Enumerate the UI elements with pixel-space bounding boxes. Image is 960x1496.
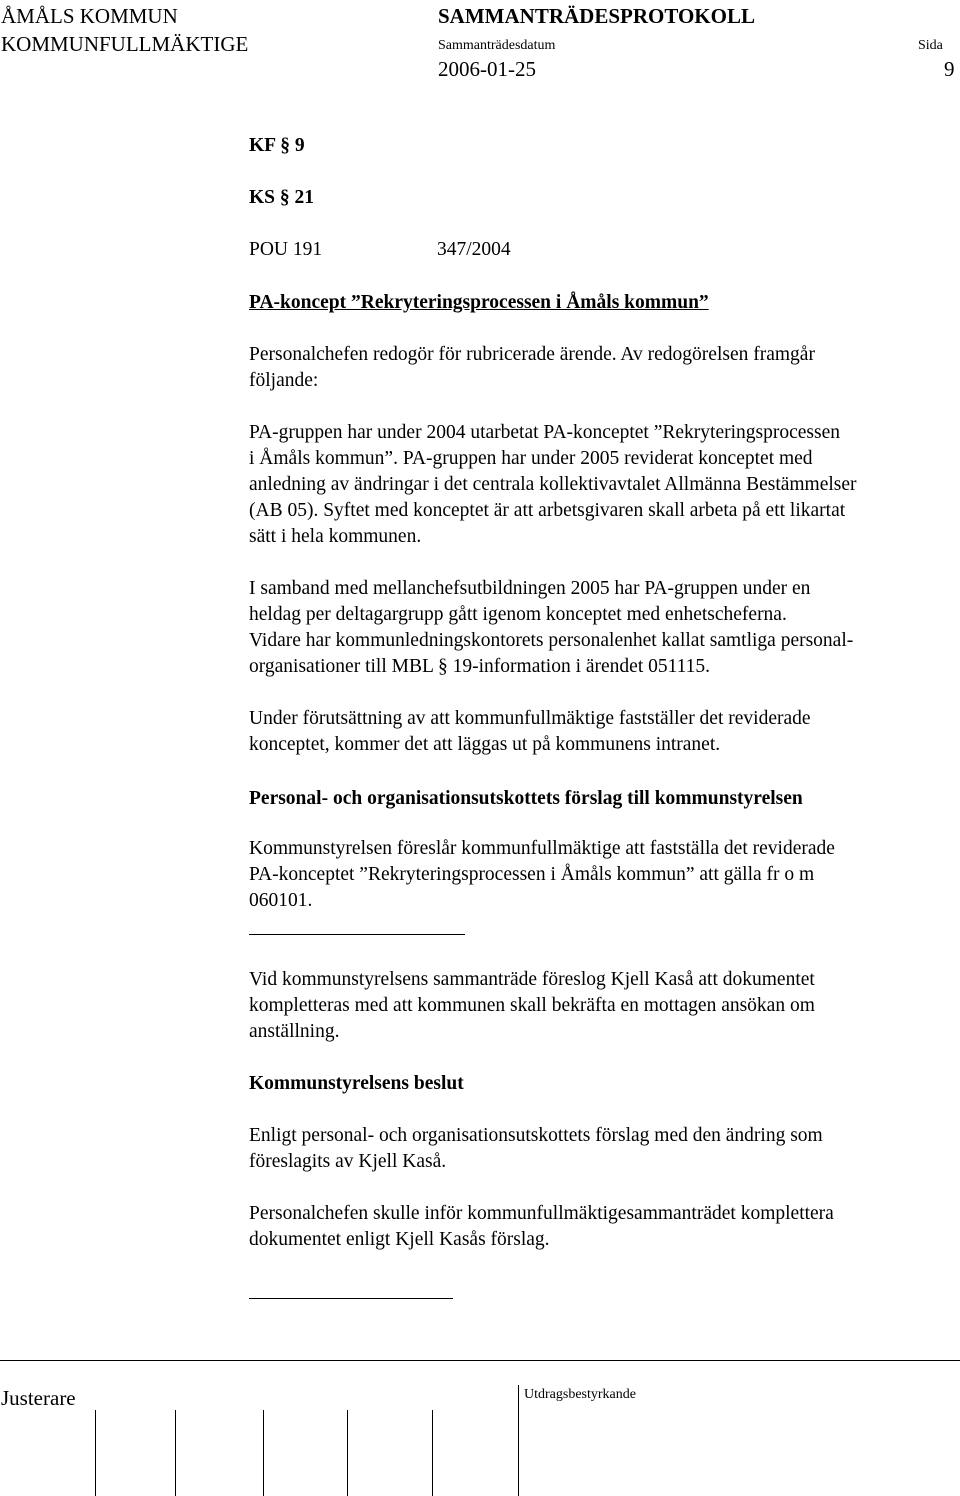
- section-heading-decision: Kommunstyrelsens beslut: [249, 1073, 464, 1094]
- paragraph-intranet: [249, 706, 949, 758]
- signature-box-divider: [95, 1410, 96, 1496]
- text-line: anledning av ändringar i det centrala kollektivavtalet Allmänna Bestämmelser: [249, 474, 857, 495]
- text-line: dokumentet enligt Kjell Kasås förslag.: [249, 1229, 550, 1250]
- text-line: Kommunstyrelsen föreslår kommunfullmäktige att fastställa det reviderade: [249, 838, 835, 859]
- utdrag-label: Utdragsbestyrkande: [524, 1387, 636, 1402]
- paragraph-training: [249, 576, 949, 680]
- text-line: I samband med mellanchefsutbildningen 2005 har PA-gruppen under en: [249, 578, 811, 599]
- text-line: Enligt personal- och organisationsutskottets förslag med den ändring som: [249, 1125, 823, 1146]
- text-line: konceptet, kommer det att läggas ut på kommunens intranet.: [249, 734, 721, 755]
- date-value: 2006-01-25: [438, 57, 536, 81]
- text-line: anställning.: [249, 1021, 340, 1042]
- ks-ref: KS § 21: [249, 187, 315, 208]
- page-number: 9: [944, 57, 955, 81]
- date-label: Sammanträdesdatum: [438, 38, 556, 53]
- org-name: ÅMÅLS KOMMUN: [1, 4, 178, 28]
- separator-line: [249, 1298, 453, 1299]
- text-line: PA-gruppen har under 2004 utarbetat PA-konceptet ”Rekryteringsprocessen: [249, 422, 840, 443]
- footer-rule: [0, 1360, 960, 1361]
- pou-ref: POU 191: [249, 239, 323, 260]
- text-line: PA-konceptet ”Rekryteringsprocessen i Åmåls kommun” att gälla fr o m: [249, 864, 815, 885]
- text-line: Personalchefen skulle inför kommunfullmäktigesammanträdet komplettera: [249, 1203, 834, 1224]
- paragraph-followup: [249, 1201, 949, 1253]
- signature-box-divider: [347, 1410, 348, 1496]
- text-line: Vidare har kommunledningskontorets personalenhet kallat samtliga personal-: [249, 630, 854, 651]
- text-line: kompletteras med att kommunen skall bekräfta en mottagen ansökan om: [249, 995, 815, 1016]
- paragraph-proposal: [249, 836, 949, 914]
- separator-line: [249, 934, 465, 935]
- page-label: Sida: [918, 38, 943, 53]
- item-title: PA-koncept ”Rekryteringsprocessen i Åmåls kommun”: [249, 292, 709, 313]
- text-line: organisationer till MBL § 19-information i ärendet 051115.: [249, 656, 711, 677]
- text-line: följande:: [249, 370, 319, 391]
- text-line: heldag per deltagargrupp gått igenom konceptet med enhetscheferna.: [249, 604, 787, 625]
- text-line: Personalchefen redogör för rubricerade ärende. Av redogörelsen framgår: [249, 344, 815, 365]
- text-line: Vid kommunstyrelsens sammanträde föreslog Kjell Kaså att dokumentet: [249, 969, 815, 990]
- justerare-label: Justerare: [1, 1386, 76, 1410]
- doc-type: SAMMANTRÄDESPROTOKOLL: [438, 4, 755, 28]
- signature-box-divider: [263, 1410, 264, 1496]
- dnr-ref: 347/2004: [437, 239, 511, 260]
- text-line: (AB 05). Syftet med konceptet är att arbetsgivaren skall arbeta på ett likartat: [249, 500, 846, 521]
- signature-box-divider: [518, 1385, 519, 1496]
- section-heading-proposal: Personal- och organisationsutskottets förslag till kommunstyrelsen: [249, 788, 803, 809]
- signature-box-divider: [432, 1410, 433, 1496]
- paragraph-intro: [249, 342, 949, 394]
- paragraph-background: [249, 420, 949, 550]
- text-line: i Åmåls kommun”. PA-gruppen har under 2005 reviderat konceptet med: [249, 448, 813, 469]
- text-line: sätt i hela kommunen.: [249, 526, 422, 547]
- signature-box-divider: [175, 1410, 176, 1496]
- text-line: Under förutsättning av att kommunfullmäktige fastställer det reviderade: [249, 708, 811, 729]
- org-body: KOMMUNFULLMÄKTIGE: [1, 32, 249, 56]
- text-line: 060101.: [249, 890, 313, 911]
- kf-ref: KF § 9: [249, 135, 305, 156]
- text-line: föreslagits av Kjell Kaså.: [249, 1151, 447, 1172]
- paragraph-amendment: [249, 967, 949, 1045]
- paragraph-decision: [249, 1123, 949, 1175]
